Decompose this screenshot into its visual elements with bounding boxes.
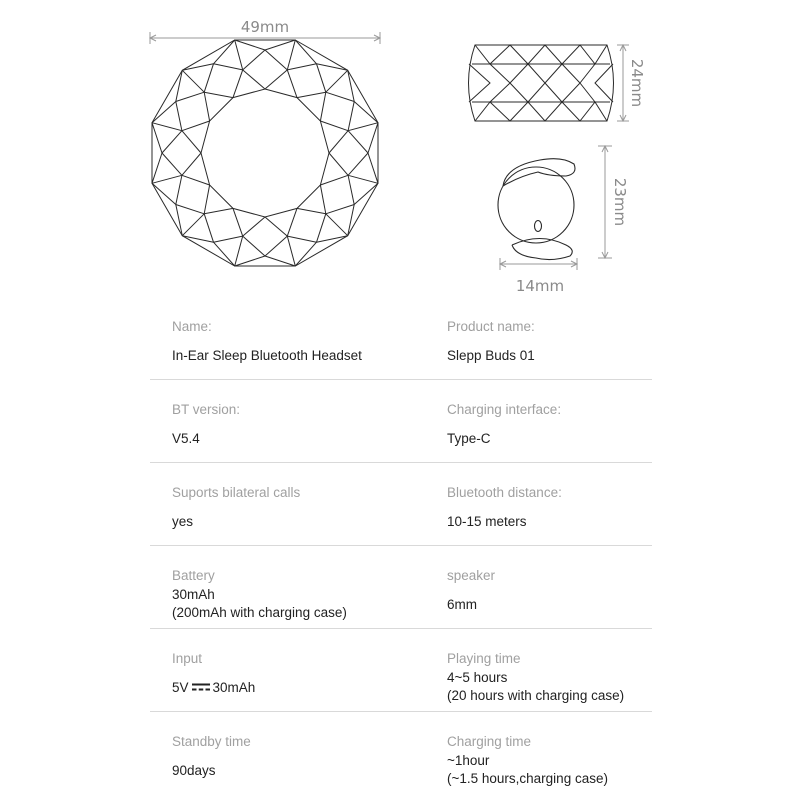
- spec-cell-input: [172, 637, 432, 711]
- dc-current-icon: [192, 683, 210, 691]
- charging-case-front-view: [152, 40, 378, 266]
- spec-label: Input: [172, 651, 203, 666]
- spec-label: Suports bilateral calls: [172, 485, 301, 500]
- spec-cell-bt-version: [172, 388, 432, 462]
- spec-cell-charging-time: [447, 720, 667, 794]
- spec-row: [0, 388, 800, 471]
- spec-value: 10-15 meters: [447, 514, 527, 529]
- spec-row: [0, 554, 800, 637]
- spec-label: Standby time: [172, 734, 251, 749]
- spec-value: 90days: [172, 763, 216, 778]
- spec-label: Bluetooth distance:: [447, 485, 562, 500]
- spec-label: Name:: [172, 319, 212, 334]
- side-height-dimension: [617, 45, 629, 121]
- spec-row: [0, 305, 800, 388]
- spec-value: V5.4: [172, 431, 200, 446]
- row-divider: [150, 711, 652, 712]
- earbud-height-label: 23mm: [611, 177, 629, 227]
- spec-value: In-Ear Sleep Bluetooth Headset: [172, 348, 362, 363]
- spec-label: Playing time: [447, 651, 521, 666]
- spec-label: Charging time: [447, 734, 532, 749]
- spec-row: [0, 637, 800, 720]
- spec-label: Product name:: [447, 319, 535, 334]
- spec-value: 4~5 hours (20 hours with charging case): [447, 670, 625, 703]
- spec-label: BT version:: [172, 402, 241, 417]
- spec-label: Charging interface:: [447, 402, 562, 417]
- spec-cell-name: [172, 305, 432, 379]
- spec-value: 30mAh (200mAh with charging case): [172, 587, 347, 620]
- spec-value: ~1hour (~1.5 hours,charging case): [447, 753, 608, 786]
- earbud-view: [498, 159, 575, 260]
- row-divider: [150, 545, 652, 546]
- width-dimension-label: 49mm: [240, 18, 290, 36]
- earbud-height-dimension: [598, 146, 612, 258]
- spec-cell-playing-time: [447, 637, 667, 711]
- spec-cell-bilateral-calls: [172, 471, 432, 545]
- spec-label: speaker: [447, 568, 496, 583]
- spec-value: 5V 30mAh: [172, 680, 256, 695]
- spec-value: yes: [172, 514, 194, 529]
- earbud-width-dimension: [500, 258, 577, 270]
- spec-cell-bluetooth-distance: [447, 471, 667, 545]
- spec-cell-battery: [172, 554, 432, 628]
- product-dimension-diagram: [0, 0, 800, 310]
- spec-cell-product-name: [447, 305, 667, 379]
- row-divider: [150, 628, 652, 629]
- spec-row: [0, 720, 800, 803]
- row-divider: [150, 462, 652, 463]
- spec-row: [0, 471, 800, 554]
- spec-label: Battery: [172, 568, 215, 583]
- spec-value: Slepp Buds 01: [447, 348, 535, 363]
- spec-table: [0, 305, 800, 803]
- spec-value: 6mm: [447, 597, 477, 612]
- row-divider: [150, 379, 652, 380]
- spec-value: Type-C: [447, 431, 491, 446]
- earbud-width-label: 14mm: [515, 277, 565, 295]
- spec-cell-speaker: [447, 554, 667, 628]
- spec-cell-charging-interface: [447, 388, 667, 462]
- side-height-label: 24mm: [628, 58, 646, 108]
- charging-case-side-view: [469, 45, 614, 121]
- spec-cell-standby-time: [172, 720, 432, 794]
